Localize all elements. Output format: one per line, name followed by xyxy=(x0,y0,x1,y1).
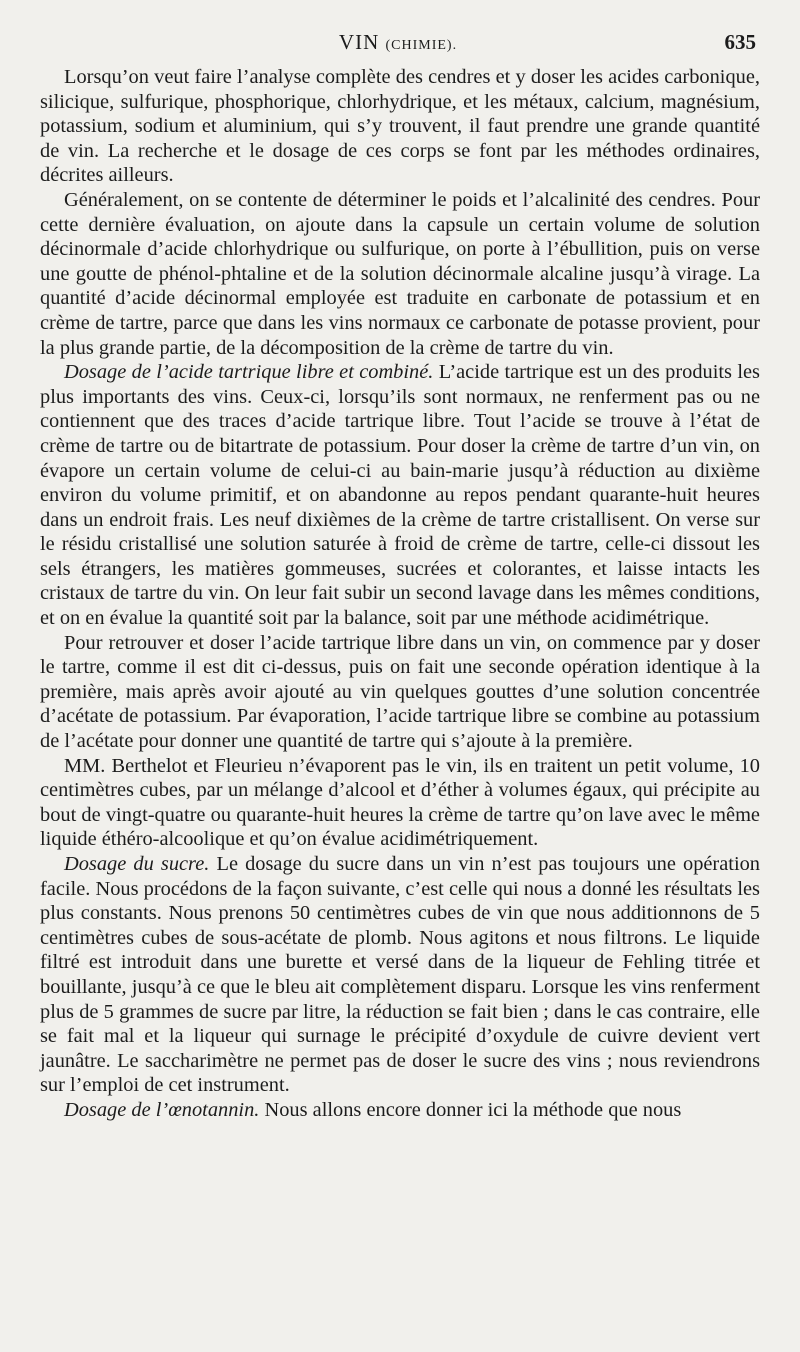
page-header xyxy=(40,30,756,60)
paragraph-ash-analysis: Lorsqu’on veut faire l’analyse complète des cendres et y doser les acides carbonique, silicique, sulfurique, phosphorique, chlorhydrique, et les métaux, calcium, magnésium, potassium, sodium et aluminium, qui s’y trouvent, il faut prendre une grande quantité de vin. La recherche et le dosage de ces corps se font par les méthodes ordinaires, décrites ailleurs. xyxy=(40,66,760,187)
paragraph-oenotannin xyxy=(40,1098,760,1123)
page-number: 635 xyxy=(724,30,756,54)
paragraph-berthelot-fleurieu: MM. Berthelot et Fleurieu n’évaporent pas le vin, ils en traitent un petit volume, 10 centimètres cubes, par un mélange d’alcool et d’éther à volumes égaux, qui précipite au bout de vingt-quatre ou quarante-huit heures la crème de tartre qu’on lave avec le même liquide éthéro-alcoolique et qu’on évalue acidimétriquement. xyxy=(40,754,760,851)
section-heading-tartaric-acid: Dosage de l’acide tartrique libre et combiné. xyxy=(64,361,434,384)
body-text xyxy=(40,65,760,1123)
section-heading-sugar: Dosage du sucre. xyxy=(64,853,210,875)
paragraph-sugar-text: Le dosage du sucre dans un vin n’est pas toujours une opération facile. Nous procédons de la façon suivante, c’est celle qui nous a donné les résultats les plus constants. Nous prenons 50 centimètres cubes de vin que nous additionnons de 5 centimètres cubes de sous-acétate de plomb. Nous agitons et nous filtrons. Le liquide filtré est introduit dans une burette et versé dans de la liqueur de Fehling titrée et bouillante, jusqu’à ce que le bleu ait complètement disparu. Lorsque les vins renferment plus de 5 grammes de sucre par litre, la réduction se fait bien ; dans le cas contraire, elle se fait mal et la liqueur qui surnage le précipité d’oxydule de cuivre devient vert jaunâtre. Le saccharimètre ne permet pas de doser le sucre des vins ; nous reviendrons sur l’emploi de cet instrument. xyxy=(40,853,760,1097)
paragraph-free-tartaric-acid: Pour retrouver et doser l’acide tartrique libre dans un vin, on commence par y doser le tartre, comme il est dit ci-dessus, puis on fait une seconde opération identique à la première, mais après avoir ajouté au vin quelques gouttes d’une solution concentrée d’acétate de potassium. Par évaporation, l’acide tartrique libre se combine au potassium de l’acétate pour donner une quantité de tartre qui s’ajoute à la première. xyxy=(40,631,760,753)
paragraph-oenotannin-text: Nous allons encore donner ici la méthode que nous xyxy=(259,1098,682,1121)
paragraph-alkalinity: Généralement, on se contente de déterminer le poids et l’alcalinité des cendres. Pour cette dernière évaluation, on ajoute dans la capsule un certain volume de solution décinormale d’acide chlorhydrique ou sulfurique, on porte à l’ébullition, puis on verse une goutte de phénol-phtaline et de la solution décinormale alcaline jusqu’à virage. La quantité d’acide décinormal employée est traduite en carbonate de potassium et en crème de tartre, parce que dans les vins normaux ce carbonate de potasse provient, pour la plus grande partie, de la décomposition de la crème de tartre du vin. xyxy=(40,188,760,359)
section-heading-oenotannin: Dosage de l’œnotannin. xyxy=(64,1098,260,1121)
paragraph-tartaric-acid-text: L’acide tartrique est un des produits les plus importants des vins. Ceux-ci, lorsqu’ils sont normaux, ne renferment pas ou ne contiennent que des traces d’acide tartrique libre. Tout l’acide se trouve à l’état de crème de tartre ou de bitartrate de potassium. Pour doser la crème de tartre d’un vin, on évapore un certain volume de celui-ci au bain-marie jusqu’à réduction au dixième environ du volume primitif, et on abandonne au repos pendant quarante-huit heures dans un endroit frais. Les neuf dixièmes de la crème de tartre cristallisent. On verse sur le résidu cristallisé une solution saturée à froid de crème de tartre, celle-ci dissout les sels étrangers, les matières gommeuses, sucrées et colorantes, et laisse intacts les cristaux de tartre du vin. On leur fait subir un second lavage dans les mêmes conditions, et on en évalue la quantité soit par la balance, soit par une méthode acidimétrique. xyxy=(40,361,760,630)
running-title xyxy=(40,30,756,55)
paragraph-sugar xyxy=(40,852,760,1098)
paragraph-tartaric-acid xyxy=(40,360,760,631)
running-title-main: VIN xyxy=(338,30,380,54)
running-title-sub: (CHIMIE). xyxy=(385,38,458,53)
